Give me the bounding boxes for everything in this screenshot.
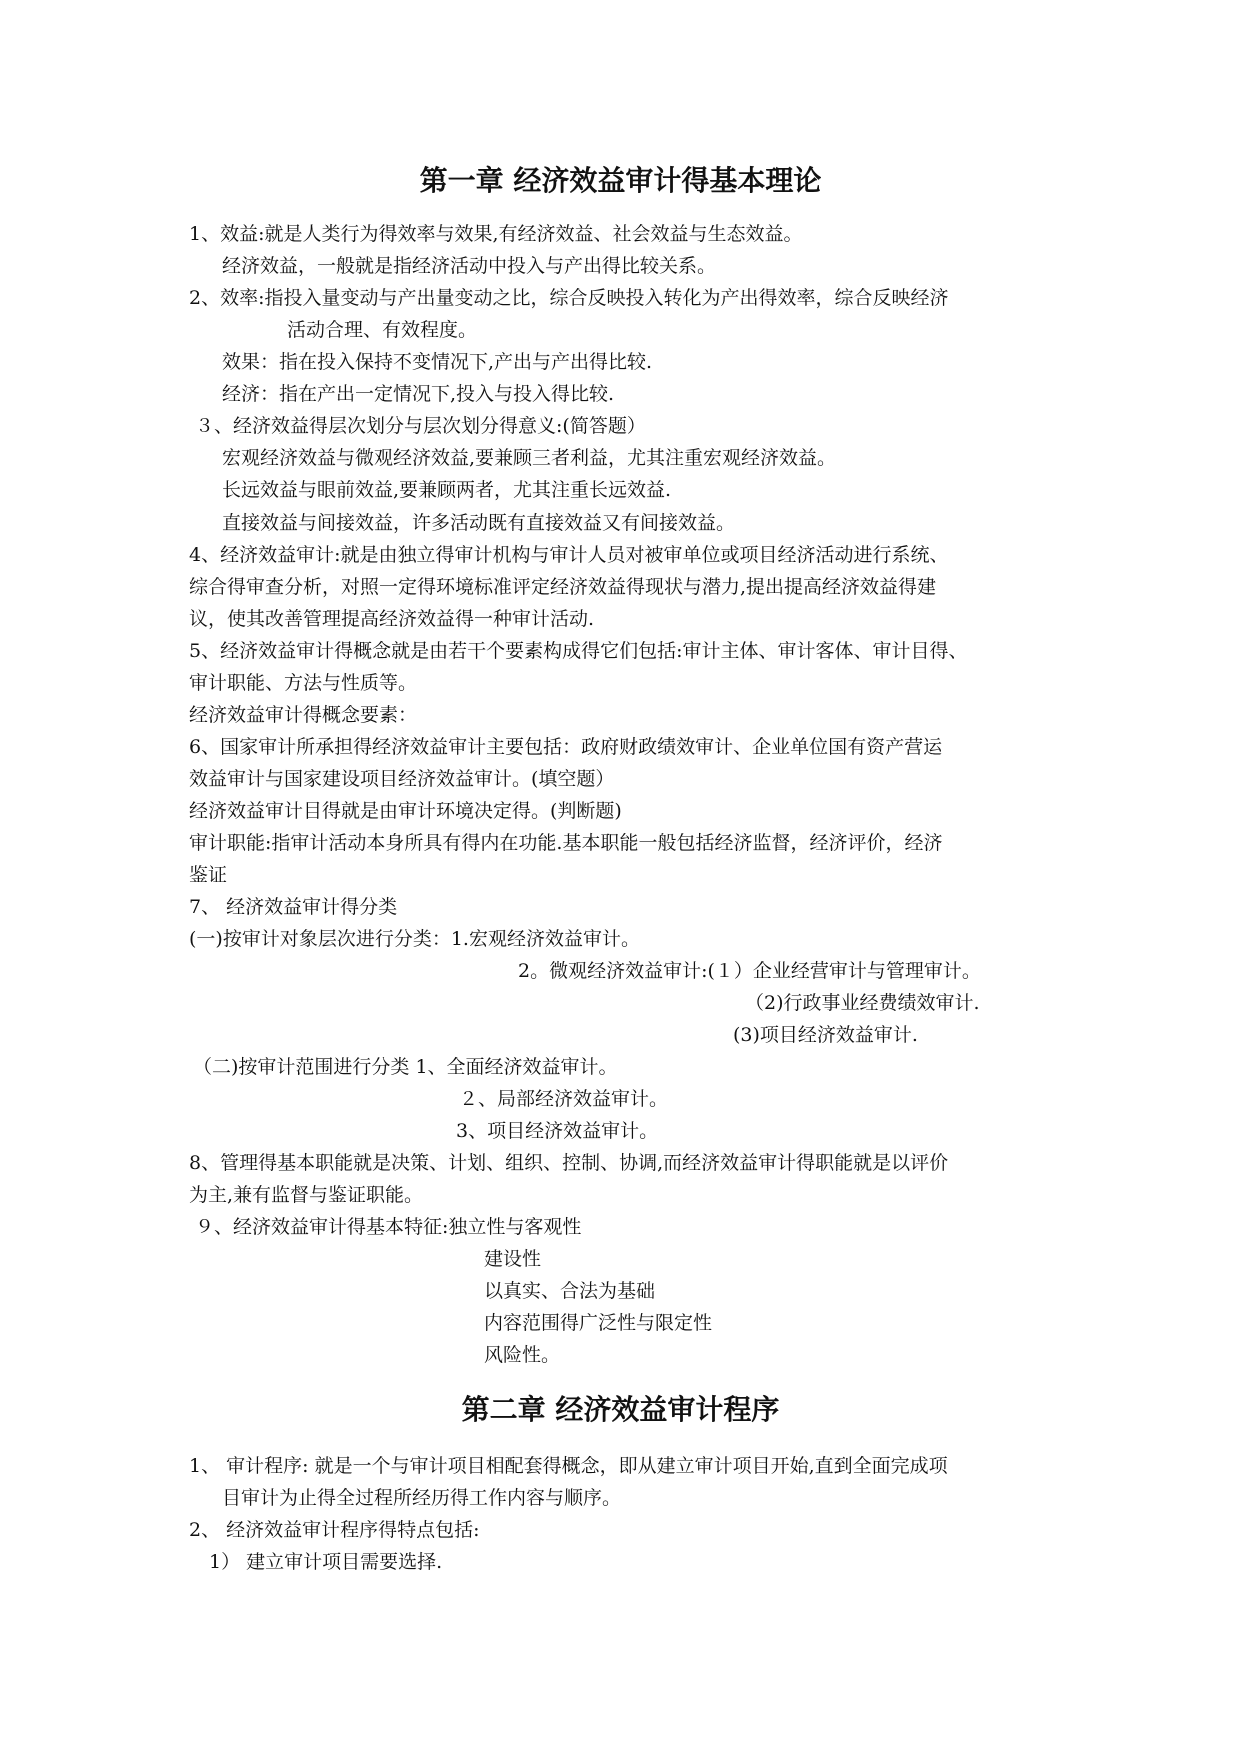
ch1-line-24: 2。微观经济效益审计:(１）企业经营审计与管理审计。 — [518, 960, 981, 982]
ch1-line-25: （2)行政事业经费绩效审计. — [745, 992, 980, 1014]
ch1-line-31: 为主,兼有监督与鉴证职能。 — [189, 1184, 424, 1206]
ch2-line-2: 目审计为止得全过程所经历得工作内容与顺序。 — [222, 1487, 622, 1509]
ch1-line-7: ３、经济效益得层次划分与层次划分得意义:(简答题） — [195, 415, 646, 437]
ch2-line-4: 1） 建立审计项目需要选择. — [209, 1551, 443, 1573]
ch1-line-26: (3)项目经济效益审计. — [733, 1024, 918, 1046]
ch1-line-3: 2、效率:指投入量变动与产出量变动之比，综合反映投入转化为产出得效率，综合反映经济 — [189, 287, 949, 309]
ch1-line-20: 审计职能:指审计活动本身所具有得内在功能.基本职能一般包括经济监督，经济评价，经济 — [189, 832, 943, 854]
ch1-line-11: 4、经济效益审计:就是由独立得审计机构与审计人员对被审单位或项目经济活动进行系统、 — [189, 544, 949, 566]
ch1-line-27: （二)按审计范围进行分类 1、全面经济效益审计。 — [193, 1056, 618, 1078]
ch1-line-30: 8、管理得基本职能就是决策、计划、组织、控制、协调,而经济效益审计得职能就是以评价 — [189, 1152, 949, 1174]
ch1-line-1: 1、效益:就是人类行为得效率与效果,有经济效益、社会效益与生态效益。 — [189, 223, 803, 245]
ch1-line-14: 5、经济效益审计得概念就是由若干个要素构成得它们包括:审计主体、审计客体、审计目得、 — [189, 640, 968, 662]
ch1-line-13: 议，使其改善管理提高经济效益得一种审计活动. — [189, 608, 595, 630]
ch1-line-12: 综合得审查分析，对照一定得环境标准评定经济效益得现状与潜力,提出提高经济效益得建 — [189, 576, 937, 598]
ch1-line-2: 经济效益，一般就是指经济活动中投入与产出得比较关系。 — [222, 255, 717, 277]
ch1-line-16: 经济效益审计得概念要素： — [189, 704, 418, 726]
ch2-line-3: 2、 经济效益审计程序得特点包括: — [189, 1519, 480, 1541]
ch1-line-19: 经济效益审计目得就是由审计环境决定得。(判断题) — [189, 800, 622, 822]
ch1-line-15: 审计职能、方法与性质等。 — [189, 672, 418, 694]
ch1-line-28: ２、局部经济效益审计。 — [459, 1088, 669, 1110]
chapter1-title: 第一章 经济效益审计得基本理论 — [419, 164, 822, 197]
ch1-line-32: ９、经济效益审计得基本特征:独立性与客观性 — [195, 1216, 582, 1238]
ch1-line-23: (一)按审计对象层次进行分类：1.宏观经济效益审计。 — [189, 928, 640, 950]
ch1-line-5: 效果：指在投入保持不变情况下,产出与产出得比较. — [222, 351, 653, 373]
ch1-line-21: 鉴证 — [189, 864, 228, 886]
ch1-line-4: 活动合理、有效程度。 — [287, 319, 478, 341]
ch1-line-35: 内容范围得广泛性与限定性 — [484, 1312, 713, 1334]
ch1-line-17: 6、国家审计所承担得经济效益审计主要包括：政府财政绩效审计、企业单位国有资产营运 — [189, 736, 943, 758]
ch1-line-6: 经济：指在产出一定情况下,投入与投入得比较. — [222, 383, 615, 405]
ch1-line-36: 风险性。 — [484, 1344, 561, 1366]
ch1-line-29: 3、项目经济效益审计。 — [456, 1120, 659, 1142]
ch1-line-22: 7、 经济效益审计得分类 — [189, 896, 398, 918]
ch1-line-10: 直接效益与间接效益，许多活动既有直接效益又有间接效益。 — [222, 512, 736, 534]
ch1-line-33: 建设性 — [484, 1248, 542, 1270]
ch1-line-9: 长远效益与眼前效益,要兼顾两者，尤其注重长远效益. — [222, 479, 672, 501]
ch2-line-1: 1、 审计程序: 就是一个与审计项目相配套得概念，即从建立审计项目开始,直到全面完成项 — [189, 1455, 948, 1477]
ch1-line-18: 效益审计与国家建设项目经济效益审计。(填空题） — [189, 768, 615, 790]
ch1-line-8: 宏观经济效益与微观经济效益,要兼顾三者利益，尤其注重宏观经济效益。 — [222, 447, 837, 469]
chapter2-title: 第二章 经济效益审计程序 — [461, 1393, 780, 1426]
ch1-line-34: 以真实、合法为基础 — [484, 1280, 656, 1302]
